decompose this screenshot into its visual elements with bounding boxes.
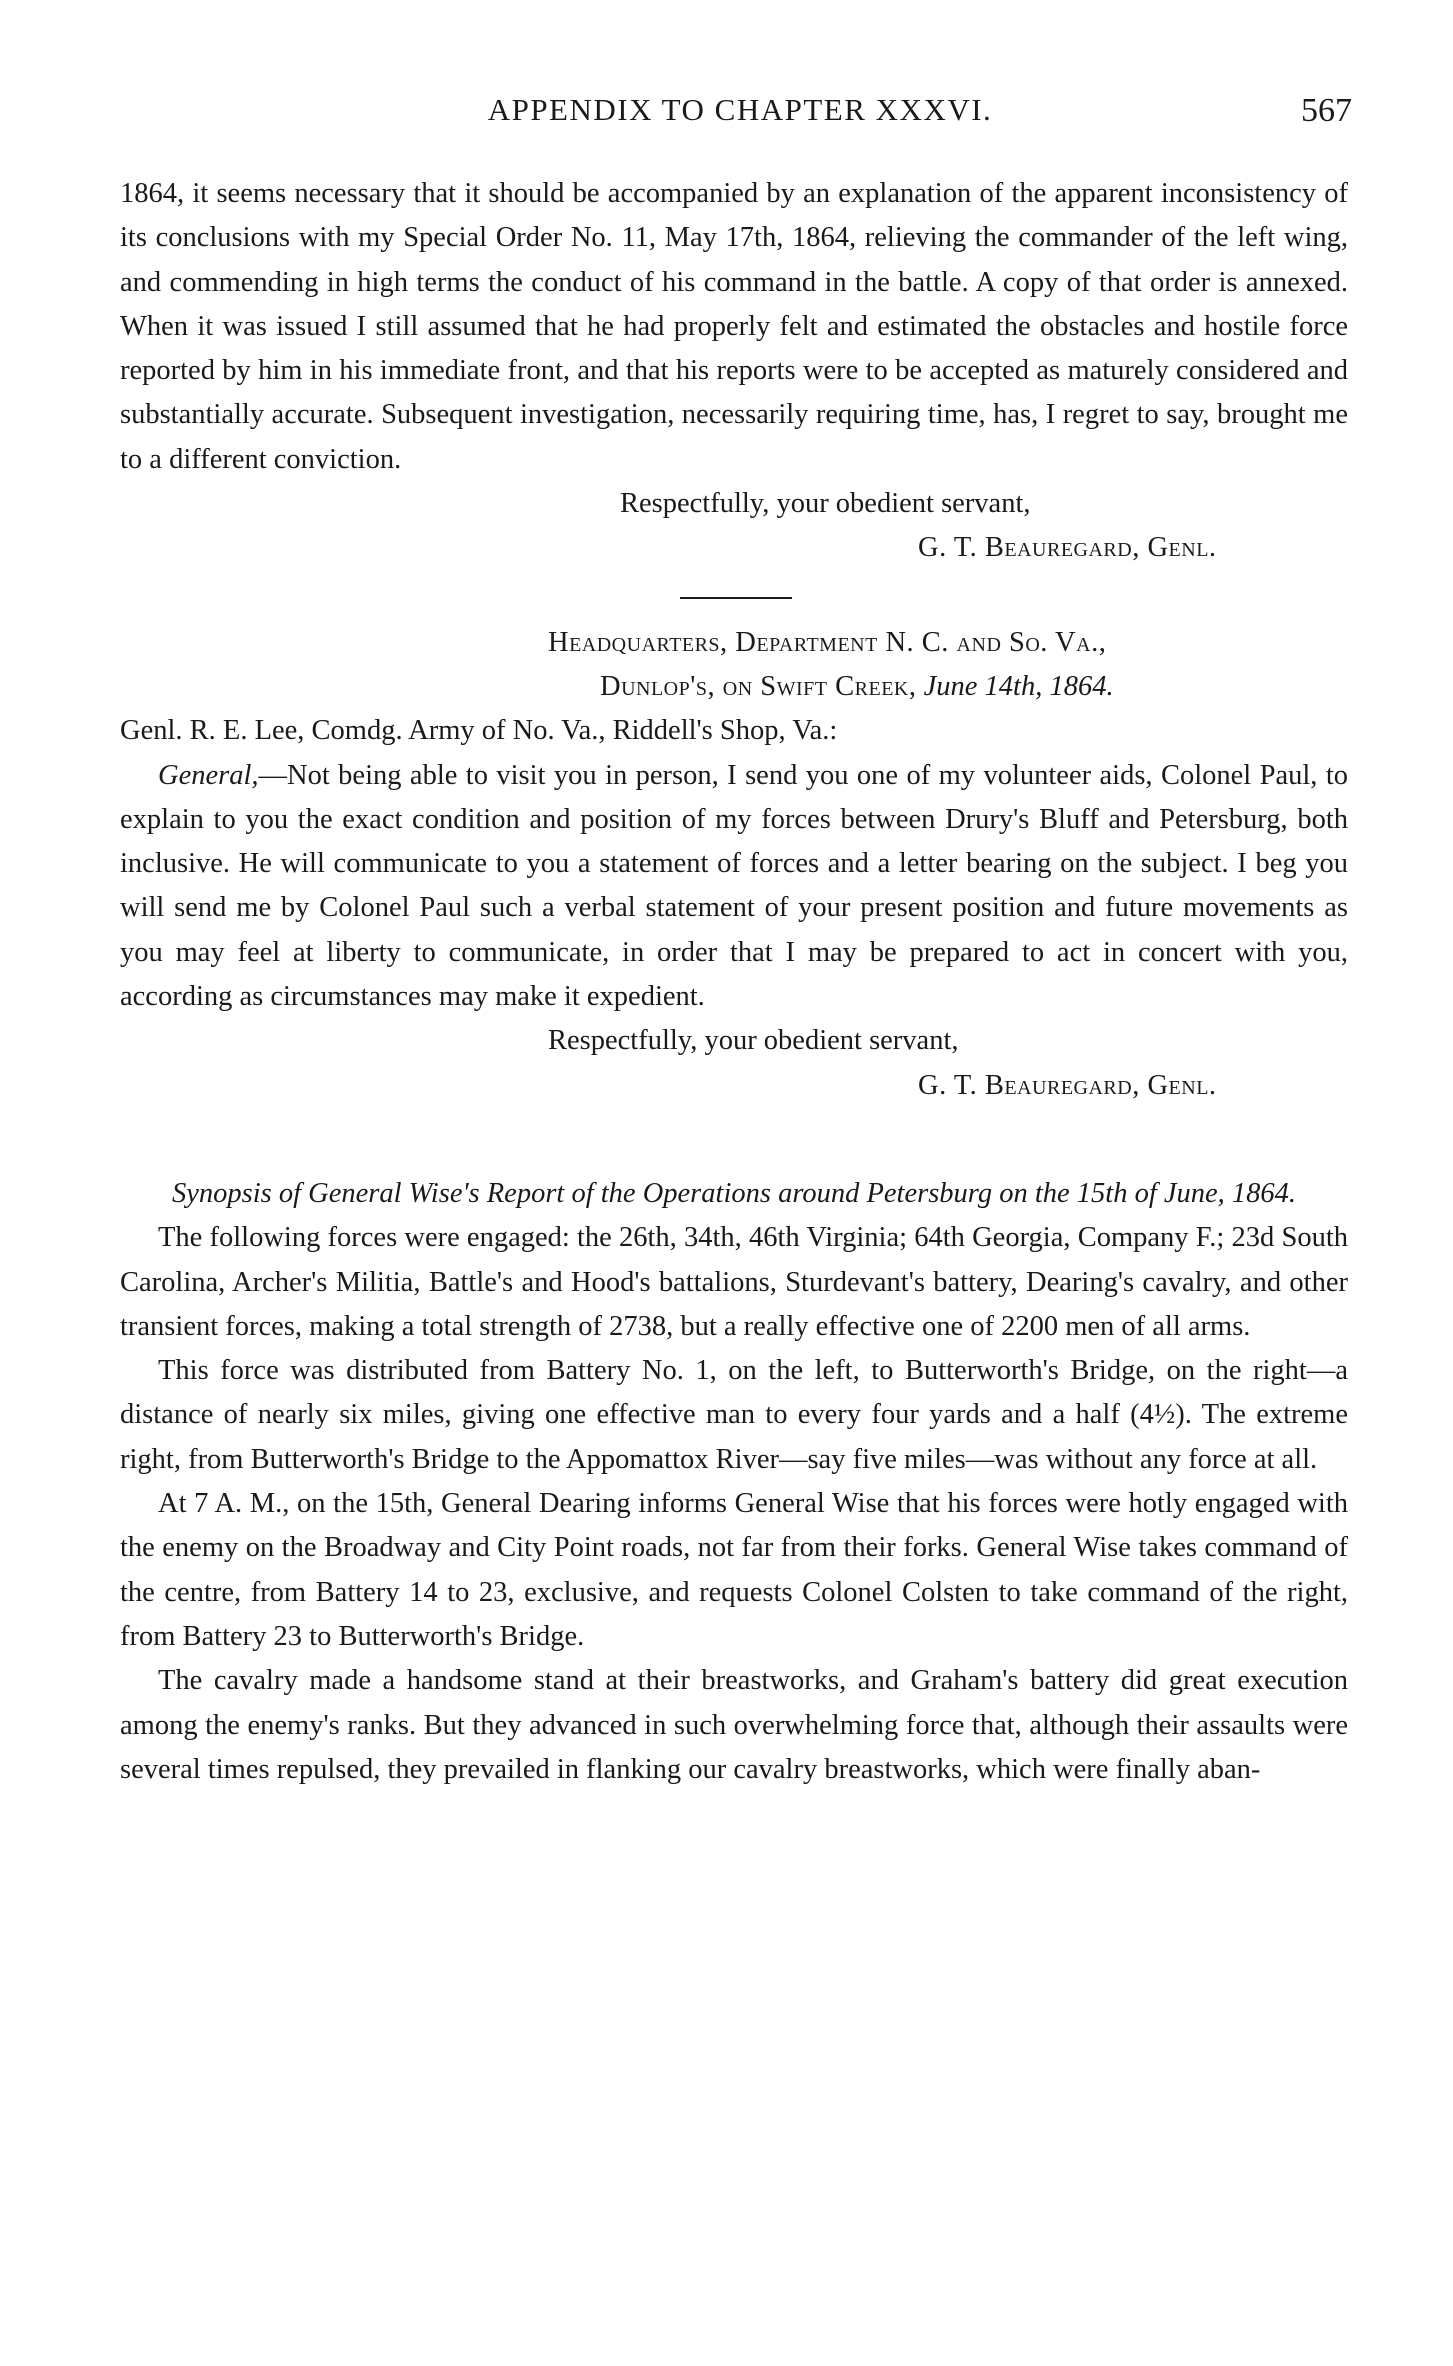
running-head: APPENDIX TO CHAPTER XXXVI. <box>487 92 993 127</box>
page-number: 567 <box>1301 92 1352 129</box>
synopsis-paragraph: This force was distributed from Battery No. 1, on the left, to Butterworth's Bridge, on the right—a distance of nearly six miles, giving one effective man to every four yards and a half (4½). The extreme right, from Butterworth's Bridge to the Appomattox River—say five miles—was without any force at all. <box>120 1355 1348 1475</box>
letter-body-text: —Not being able to visit you in person, I send you one of my volunteer aids, Colonel Paul, to explain to you the exact condition and position of my forces between Drury's Bluff and Petersburg, both inclusive. He will communicate to you a statement of forces and a letter bearing on the subject. I beg you will send me by Colonel Paul such a verbal statement of your present position and future movements as you may feel at liberty to communicate, in order that I may be prepared to act in concert with you, according as circumstances may make it expedient. <box>120 759 1348 1013</box>
closing-block-2 <box>120 1019 1348 1108</box>
closing-salutation: Respectfully, your obedient servant, <box>548 1025 959 1057</box>
letter-addressee: Genl. R. E. Lee, Comdg. Army of No. Va., Riddell's Shop, Va.: <box>120 715 838 747</box>
section-gap <box>120 1108 1348 1172</box>
headquarters-line: Headquarters, Department N. C. and So. Va., <box>548 626 1107 658</box>
synopsis-title: Synopsis of General Wise's Report of the Operations around Petersburg on the 15th of June, 1864. <box>171 1177 1297 1209</box>
synopsis-paragraph: The following forces were engaged: the 26th, 34th, 46th Virginia; 64th Georgia, Company F.; 23d South Carolina, Archer's Militia, Battle's and Hood's battalions, Sturdevant's battery, Dearing's cavalry, and other transient forces, making a total strength of 2738, but a really effective one of 2200 men of all arms. <box>120 1222 1348 1342</box>
letter-date: June 14th, 1864. <box>923 670 1114 702</box>
page-header <box>120 88 1360 148</box>
closing-salutation: Respectfully, your obedient servant, <box>620 488 1031 520</box>
place-date-line <box>120 665 1348 709</box>
synopsis-paragraph: The cavalry made a handsome stand at their breastworks, and Graham's battery did great execution among the enemy's ranks. But they advanced in such overwhelming force that, although their assaults were several times repulsed, they prevailed in flanking our cavalry breastworks, which were finally aban- <box>120 1665 1348 1785</box>
body-text <box>120 172 1348 1792</box>
synopsis-paragraph: At 7 A. M., on the 15th, General Dearing informs General Wise that his forces were hotly engaged with the enemy on the Broadway and City Point roads, not far from their forks. General Wise takes command of the centre, from Battery 14 to 23, exclusive, and requests Colonel Colsten to take command of the right, from Battery 23 to Butterworth's Bridge. <box>120 1488 1348 1652</box>
letter-greeting: General, <box>158 759 259 791</box>
section-divider-rule <box>680 597 792 599</box>
closing-block-1 <box>120 482 1348 571</box>
signature: G. T. Beauregard, Genl. <box>918 1069 1217 1101</box>
signature: G. T. Beauregard, Genl. <box>918 532 1217 564</box>
letter-heading <box>120 621 1348 710</box>
intro-paragraph: 1864, it seems necessary that it should be accompanied by an explanation of the apparent inconsistency of its conclusions with my Special Order No. 11, May 17th, 1864, relieving the commander of the left wing, and commending in high terms the conduct of his command in the battle. A copy of that order is annexed. When it was issued I still assumed that he had properly felt and estimated the obstacles and hostile force reported by him in his immediate front, and that his reports were to be accepted as maturely considered and substantially accurate. Subsequent investigation, necessarily requiring time, has, I regret to say, brought me to a different conviction. <box>120 178 1348 475</box>
letter-body <box>120 754 1348 1020</box>
letter-place: Dunlop's, on Swift Creek, <box>600 670 917 702</box>
